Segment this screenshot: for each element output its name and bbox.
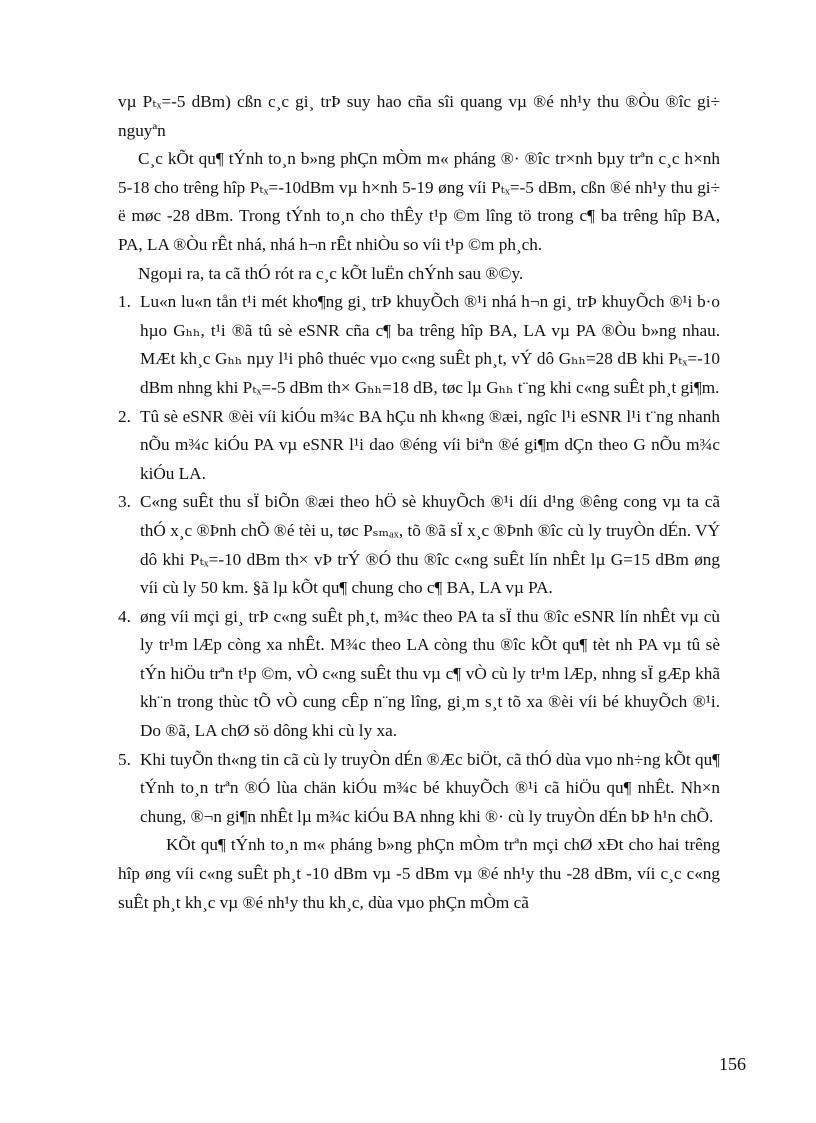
list-text: C«ng suÊt thu sÏ biÕn ®æi theo hÖ sè khuyÕch ®¹i díi d¹ng ®êng cong vµ ta cã thÓ x¸c ®Þnh chÕ ®é tèi u, tøc Pₛₘₐₓ, tõ ®ã sÏ x¸c ®Þnh ®îc cù ly truyÒn dÉn. VÝ dô khi Pₜₓ=-10 dBm th× vÞ trÝ ®Ó thu ®îc c«ng suÊt lín nhÊt lµ G=15 dBm øng víi cù ly 50 km. §ã lµ kÕt qu¶ chung cho c¶ BA, LA vµ PA.: [140, 492, 720, 598]
conclusion-list: [118, 288, 720, 831]
list-text: Tû sè eSNR ®èi víi kiÓu m¾c BA hÇu nh kh«ng ®æi, ngîc l¹i eSNR l¹i t¨ng nhanh nÕu m¾c kiÓu PA vµ eSNR l¹i dao ®éng víi biªn ®é gi¶m dÇn theo G nÕu m¾c kiÓu LA.: [140, 406, 720, 483]
list-number: 2.: [118, 406, 131, 426]
list-text: øng víi mçi gi¸ trÞ c«ng suÊt ph¸t, m¾c theo PA ta sÏ thu ®îc eSNR lín nhÊt vµ cù ly tr¹m lÆp còng xa nhÊt. M¾c theo LA còng thu ®îc kÕt qu¶ tèt nh PA vµ tû sè tÝn hiÖu trªn t¹p ©m, vÒ c«ng suÊt thu vµ c¶ vÒ cù ly tr¹m lÆp, nhng sÏ gÆp khã kh¨n trong thùc tÕ vÒ cung cÊp n¨ng lîng, gi¸m s¸t tõ xa ®èi víi bé khuyÕch ®¹i. Do ®ã, LA chØ sö dông khi cù ly xa.: [140, 606, 720, 741]
intro-paragraph: vµ Pₜₓ=-5 dBm) cßn c¸c gi¸ trÞ suy hao cña sîi quang vµ ®é nh¹y thu ®Òu ®îc gi÷ nguyªn: [118, 92, 720, 140]
list-item: [118, 488, 720, 602]
final-paragraph: KÕt qu¶ tÝnh to¸n m« pháng b»ng phÇn mÒm trªn mçi chØ xÐt cho hai trêng hîp øng víi c«ng suÊt ph¸t -10 dBm vµ -5 dBm vµ ®é nh¹y thu -28 dBm, víi c¸c c«ng suÊt ph¸t kh¸c vµ ®é nh¹y thu kh¸c, dùa vµo phÇn mÒm cã: [118, 835, 720, 912]
list-text: Khi tuyÕn th«ng tin cã cù ly truyÒn dÉn ®Æc biÖt, cã thÓ dùa vµo nh÷ng kÕt qu¶ tÝnh to¸n trªn ®Ó lùa chän kiÓu m¾c bé khuyÕch ®¹i cã hiÖu qu¶ nhÊt. Nh×n chung, ®¬n gi¶n nhÊt lµ m¾c kiÓu BA nhng khi ®· cù ly truyÒn dÉn bÞ h¹n chÕ.: [140, 749, 720, 826]
list-number: 3.: [118, 492, 131, 512]
list-item: [118, 603, 720, 746]
list-text: Lu«n lu«n tån t¹i mét kho¶ng gi¸ trÞ khuyÕch ®¹i nhá h¬n gi¸ trÞ khuyÕch ®¹i b·o hµo Gₕₕ, t¹i ®ã tû sè eSNR cña c¶ ba trêng hîp BA, LA vµ PA ®Òu b»ng nhau. MÆt kh¸c Gₕₕ nµy l¹i phô thuéc vµo c«ng suÊt ph¸t, vÝ dô Gₕₕ=28 dB khi Pₜₓ=-10 dBm nhng khi Pₜₓ=-5 dBm th× Gₕₕ=18 dB, tøc lµ Gₕₕ t¨ng khi c«ng suÊt ph¸t gi¶m.: [140, 292, 720, 397]
results-paragraph: C¸c kÕt qu¶ tÝnh to¸n b»ng phÇn mÒm m« pháng ®· ®îc tr×nh bµy trªn c¸c h×nh 5-18 cho trêng hîp Pₜₓ=-10dBm vµ h×nh 5-19 øng víi Pₜₓ=-5 dBm, cßn ®é nh¹y thu gi÷ ë møc -28 dBm. Trong tÝnh to¸n cho thÊy t¹p ©m lîng tö trong c¶ ba trêng hîp BA, PA, LA ®Òu rÊt nhá, nhá h¬n rÊt nhiÒu so víi t¹p ©m ph¸ch.: [118, 149, 720, 254]
list-number: 1.: [118, 292, 131, 312]
list-item: [118, 746, 720, 832]
list-number: 4.: [118, 606, 131, 626]
list-item: [118, 288, 720, 402]
page-number: 156: [719, 1054, 746, 1074]
list-number: 5.: [118, 749, 131, 769]
list-item: [118, 403, 720, 489]
conclusion-intro: Ngoµi ra, ta cã thÓ rót ra c¸c kÕt luËn chÝnh sau ®©y.: [138, 263, 524, 283]
body-text: [118, 88, 720, 917]
